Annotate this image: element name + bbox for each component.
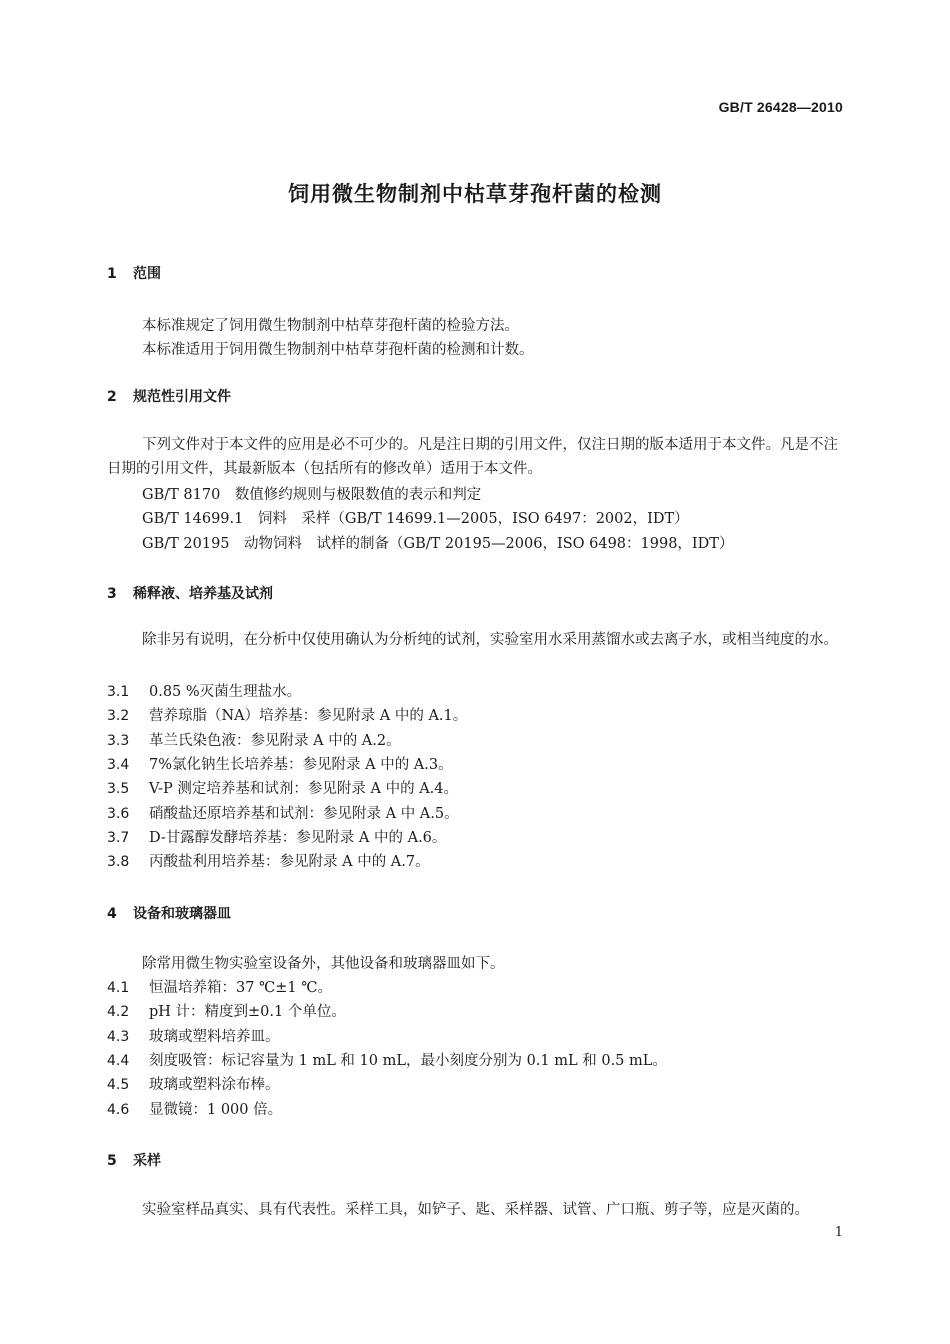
section-1-heading <box>107 263 161 283</box>
section-4-intro: 除常用微生物实验室设备外，其他设备和玻璃器皿如下。 <box>142 956 505 972</box>
item-4-2 <box>107 1000 346 1021</box>
item-number: 3.8 <box>107 854 130 870</box>
section-5-line: 实验室样品真实、具有代表性。采样工具，如铲子、匙、采样器、试管、广口瓶、剪子等，应是灭菌的。 <box>142 1202 809 1218</box>
item-3-1 <box>107 680 301 701</box>
reference-gbt-20195: GB/T 20195 动物饲料 试样的制备（GB/T 20195—2006，ISO 6498：1998，IDT） <box>142 536 734 552</box>
item-number: 3.1 <box>107 684 130 700</box>
item-3-3 <box>107 729 401 750</box>
document-title: 饲用微生物制剂中枯草芽孢杆菌的检测 <box>288 182 662 206</box>
section-number: 1 <box>107 266 117 282</box>
item-number: 4.3 <box>107 1029 130 1045</box>
section-title: 稀释液、培养基及试剂 <box>133 586 273 602</box>
item-number: 3.2 <box>107 708 130 724</box>
section-3-heading <box>107 583 273 603</box>
item-number: 4.4 <box>107 1053 130 1069</box>
page-number: 1 <box>834 1225 843 1240</box>
item-3-4 <box>107 753 453 774</box>
item-4-3 <box>107 1025 280 1046</box>
section-1-line-1: 本标准规定了饲用微生物制剂中枯草芽孢杆菌的检验方法。 <box>142 318 519 334</box>
item-number: 3.5 <box>107 781 130 797</box>
item-text: 7%氯化钠生长培养基：参见附录 A 中的 A.3。 <box>149 757 453 773</box>
item-text: 硝酸盐还原培养基和试剂：参见附录 A 中 A.5。 <box>149 806 459 822</box>
item-4-5 <box>107 1073 280 1094</box>
item-text: 丙酸盐利用培养基：参见附录 A 中的 A.7。 <box>149 854 430 870</box>
section-2-paragraph: 下列文件对于本文件的应用是必不可少的。凡是注日期的引用文件，仅注日期的版本适用于本文件。凡是不注日期的引用文件，其最新版本（包括所有的修改单）适用于本文件。 <box>107 437 838 477</box>
item-text: 玻璃或塑料涂布棒。 <box>149 1077 280 1093</box>
item-text: 营养琼脂（NA）培养基：参见附录 A 中的 A.1。 <box>149 708 468 724</box>
section-3-paragraph: 除非另有说明，在分析中仅使用确认为分析纯的试剂，实验室用水采用蒸馏水或去离子水，或相当纯度的水。 <box>142 632 838 648</box>
item-number: 3.4 <box>107 757 130 773</box>
item-4-1 <box>107 976 332 997</box>
item-4-6 <box>107 1098 282 1119</box>
item-number: 3.6 <box>107 806 130 822</box>
item-3-5 <box>107 777 458 798</box>
item-number: 4.1 <box>107 980 130 996</box>
item-3-2 <box>107 704 467 725</box>
item-text: 恒温培养箱：37 ℃±1 ℃。 <box>149 980 332 996</box>
item-3-7 <box>107 826 446 847</box>
reference-gbt-14699: GB/T 14699.1 饲料 采样（GB/T 14699.1—2005，ISO 6497：2002，IDT） <box>142 511 689 527</box>
section-2-heading <box>107 386 231 406</box>
item-text: 玻璃或塑料培养皿。 <box>149 1029 280 1045</box>
section-1-line-2: 本标准适用于饲用微生物制剂中枯草芽孢杆菌的检测和计数。 <box>142 342 534 358</box>
standard-code: GB/T 26428—2010 <box>718 99 843 115</box>
section-number: 5 <box>107 1153 117 1169</box>
reference-gbt-8170: GB/T 8170 数值修约规则与极限数值的表示和判定 <box>142 487 482 503</box>
section-title: 规范性引用文件 <box>133 389 231 405</box>
item-number: 4.6 <box>107 1102 130 1118</box>
item-number: 4.2 <box>107 1004 130 1020</box>
section-title: 设备和玻璃器皿 <box>133 906 231 922</box>
item-number: 3.3 <box>107 733 130 749</box>
section-title: 采样 <box>133 1153 161 1169</box>
item-text: pH 计：精度到±0.1 个单位。 <box>149 1004 346 1020</box>
section-number: 4 <box>107 906 117 922</box>
section-number: 3 <box>107 586 117 602</box>
section-title: 范围 <box>133 266 161 282</box>
section-number: 2 <box>107 389 117 405</box>
item-number: 3.7 <box>107 830 130 846</box>
item-text: V-P 测定培养基和试剂：参见附录 A 中的 A.4。 <box>149 781 459 797</box>
item-4-4 <box>107 1049 667 1070</box>
section-4-heading <box>107 903 231 923</box>
item-number: 4.5 <box>107 1077 130 1093</box>
item-text: 显微镜：1 000 倍。 <box>149 1102 283 1118</box>
item-text: 刻度吸管：标记容量为 1 mL 和 10 mL，最小刻度分别为 0.1 mL 和 0.5 mL。 <box>149 1053 667 1069</box>
item-3-6 <box>107 802 459 823</box>
item-text: 革兰氏染色液：参见附录 A 中的 A.2。 <box>149 733 401 749</box>
section-5-heading <box>107 1150 161 1170</box>
item-3-8 <box>107 850 430 871</box>
item-text: D-甘露醇发酵培养基：参见附录 A 中的 A.6。 <box>149 830 447 846</box>
item-text: 0.85 %灭菌生理盐水。 <box>149 684 302 700</box>
